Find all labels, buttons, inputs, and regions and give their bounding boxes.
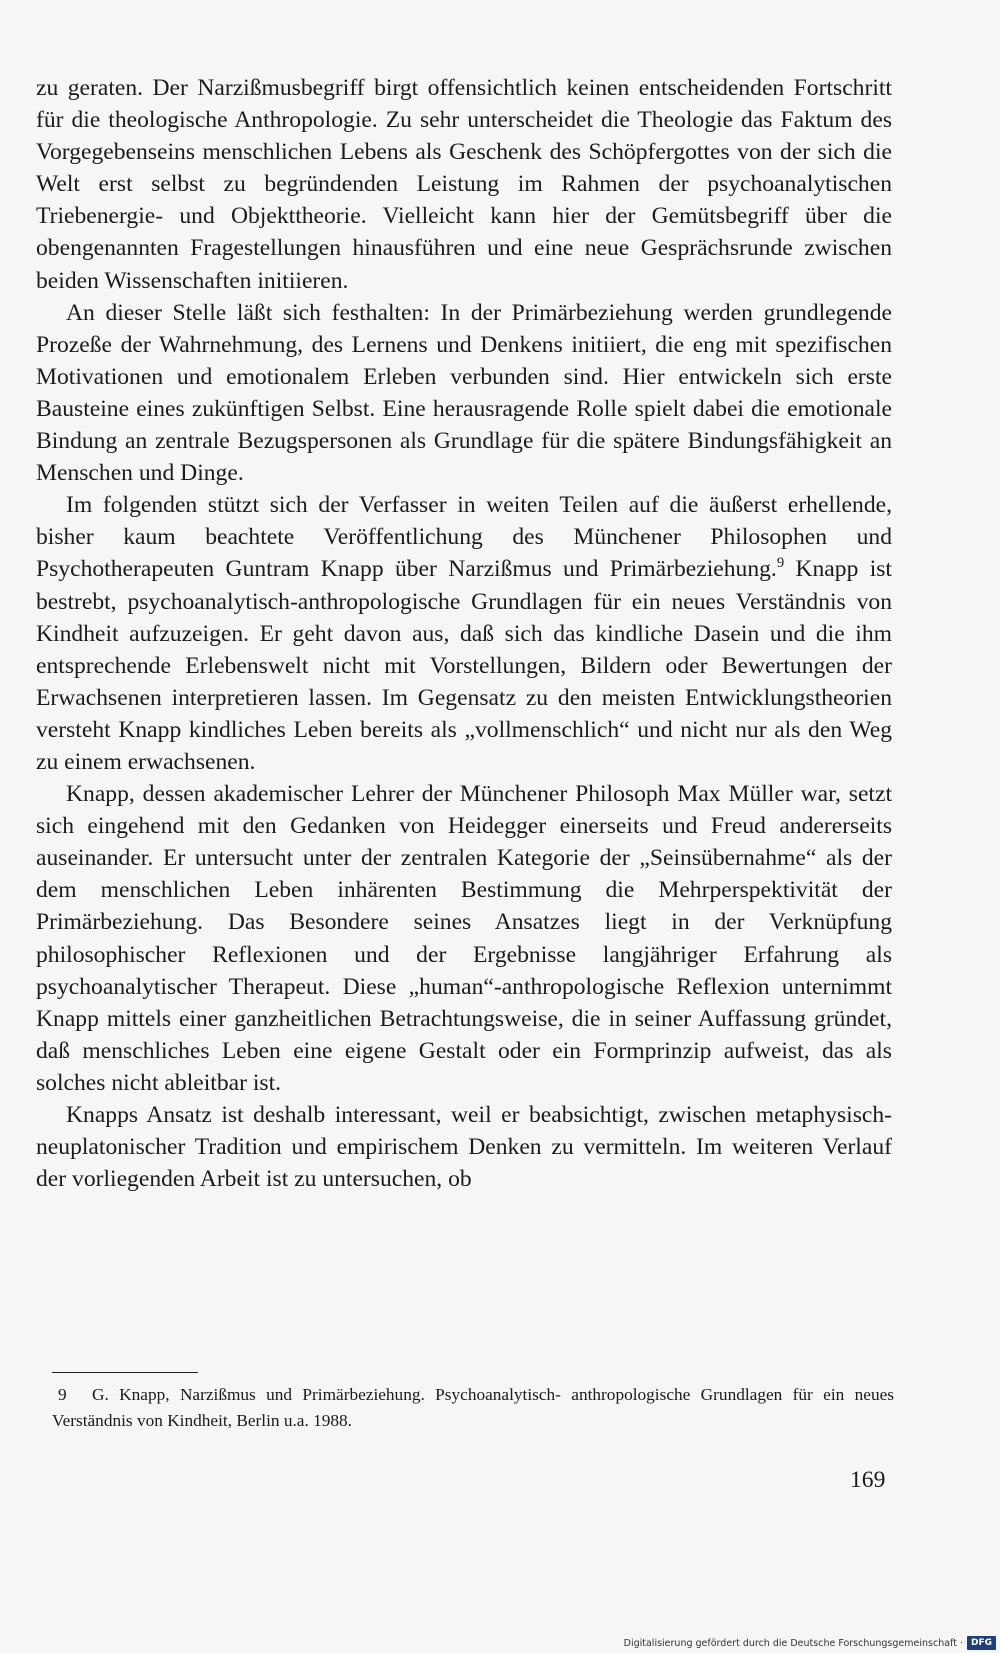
footnote-text: G. Knapp, Narzißmus und Primärbeziehung. Psychoanalytisch- anthropologische Grundlagen für ein neues Verständnis von Kindheit, Berlin u.a. 1988. [52,1385,894,1430]
page-body [36,72,892,1195]
paragraph-3 [36,489,892,778]
digitization-footer [624,1633,1000,1653]
footnote-number: 9 [58,1385,67,1404]
dfg-logo-icon: DFG [967,1636,996,1650]
footnote-divider [52,1372,198,1373]
footnote [52,1382,894,1434]
footnote-ref[interactable]: 9 [776,555,785,572]
page-number: 169 [850,1467,886,1493]
paragraph-1: zu geraten. Der Narzißmusbegriff birgt offensichtlich keinen entscheidenden Fortschritt für die theologische Anthropologie. Zu sehr unterscheidet die Theologie das Faktum des Vorgegebenseins menschlichen Lebens als Geschenk des Schöpfergottes von der sich die Welt erst selbst zu begründenden Leistung im Rahmen der psychoanalytischen Triebenergie- und Objekttheorie. Vielleicht kann hier der Gemütsbegriff über die obengenannten Fragestellungen hinausführen und eine neue Gesprächsrunde zwischen beiden Wissenschaften initiieren. [36,75,892,294]
paragraph-3-text-cont: Knapp ist bestrebt, psychoanalytisch-anthropologische Grundlagen für ein neues Verständnis von Kindheit aufzuzeigen. Er geht davon aus, daß sich das kindliche Dasein und die ihm entsprechende Erlebenswelt nicht mit Vorstellungen, Bildern oder Bewertungen der Erwachsenen interpretieren lassen. Im Gegensatz zu den meisten Entwicklungstheorien versteht Knapp kindliches Leben bereits als „vollmenschlich“ und nicht nur als den Weg zu einem erwachsenen. [36,556,892,775]
paragraph-4: Knapp, dessen akademischer Lehrer der Münchener Philosoph Max Müller war, setzt sich eingehend mit den Gedanken von Heidegger einerseits und Freud andererseits auseinander. Er untersucht unter der zentralen Kategorie der „Seinsübernahme“ als der dem menschlichen Leben inhärenten Bestimmung die Mehrperspektivität der Primärbeziehung. Das Besondere seines Ansatzes liegt in der Verknüpfung philosophischer Reflexionen und der Ergebnisse langjähriger Erfahrung als psychoanalytischer Therapeut. Diese „human“-anthropologische Reflexion unternimmt Knapp mittels einer ganzheitlichen Betrachtungsweise, die in seiner Auffassung gründet, daß menschliches Leben eine eigene Gestalt oder ein Formprinzip aufweist, das als solches nicht ableitbar ist. [36,781,892,1096]
paragraph-3-text: Im folgenden stützt sich der Verfasser in weiten Teilen auf die äußerst erhellende, bisher kaum beachtete Veröffentlichung des Münchener Philosophen und Psychotherapeuten Guntram Knapp über Narzißmus und Primärbeziehung. [36,492,892,583]
footer-credit: Digitalisierung gefördert durch die Deutsche Forschungsgemeinschaft · [623,1637,963,1649]
paragraph-2: An dieser Stelle läßt sich festhalten: In der Primärbeziehung werden grundlegende Prozeße der Wahrnehmung, des Lernens und Denkens initiiert, die eng mit spezifischen Motivationen und emotionalem Erleben verbunden sind. Hier entwickeln sich erste Bausteine eines zukünftigen Selbst. Eine herausragende Rolle spielt dabei die emotionale Bindung an zentrale Bezugspersonen als Grundlage für die spätere Bindungsfähigkeit an Menschen und Dinge. [36,299,892,487]
paragraph-5: Knapps Ansatz ist deshalb interessant, weil er beabsichtigt, zwischen metaphysisch-neuplatonischer Tradition und empirischem Denken zu vermitteln. Im weiteren Verlauf der vorliegenden Arbeit ist zu untersuchen, ob [36,1102,892,1193]
